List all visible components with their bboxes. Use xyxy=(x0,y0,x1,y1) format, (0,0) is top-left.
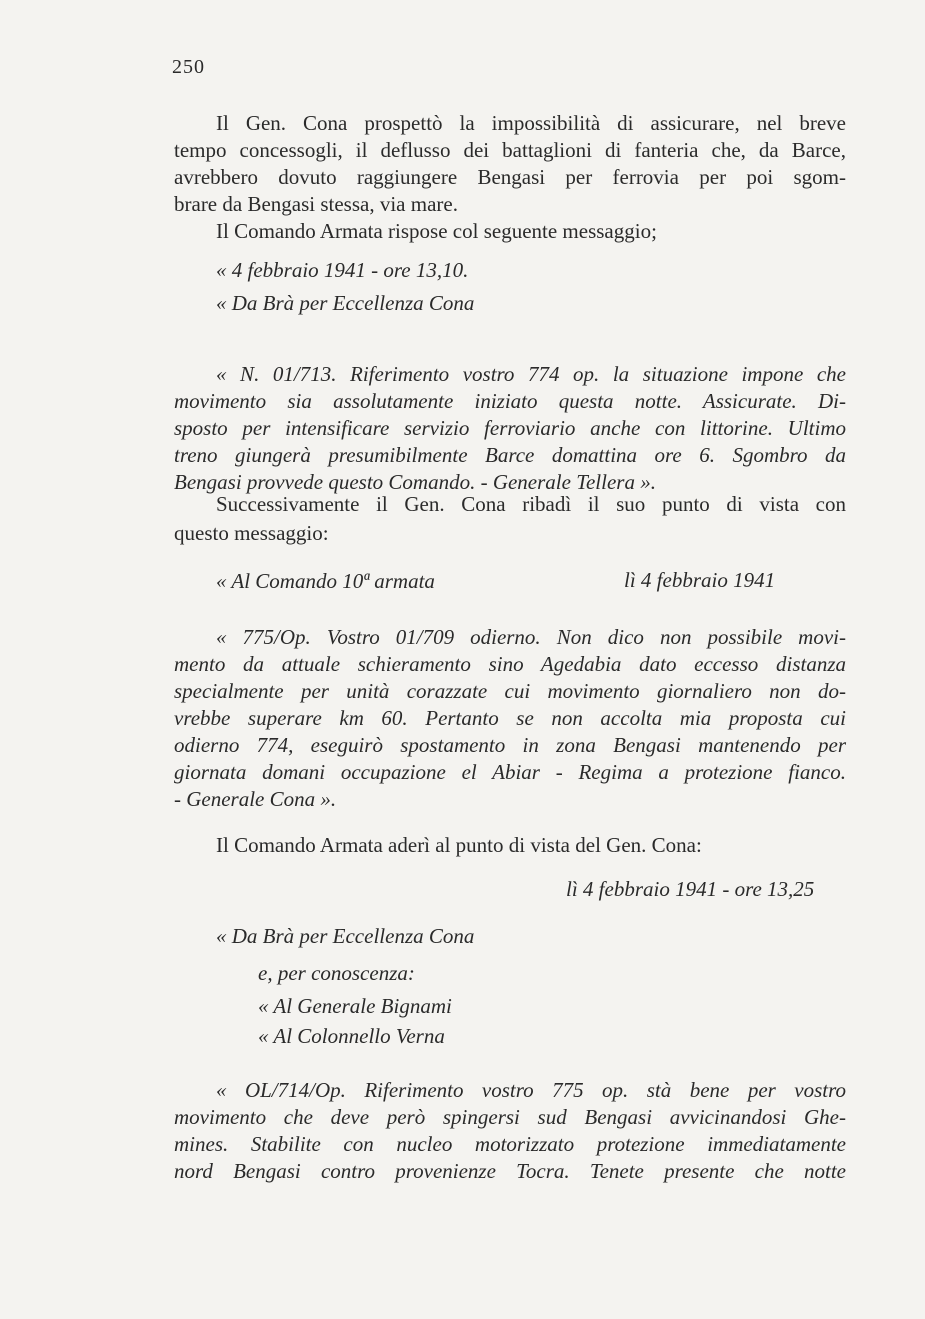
message-recipient: « Da Brà per Eccellenza Cona xyxy=(216,291,475,315)
message-line: Bengasi provvede questo Comando. - Generale Tellera ». xyxy=(174,470,656,494)
paragraph-line: Il Comando Armata aderì al punto di vista del Gen. Cona: xyxy=(216,833,702,857)
message-recipient: « Al Comando 10ª armata xyxy=(216,569,435,593)
paragraph-line: tempo concessogli, il deflusso dei battaglioni di fanteria che, da Barce, xyxy=(174,138,846,162)
paragraph-line: Il Comando Armata rispose col seguente messaggio; xyxy=(216,219,657,243)
message-line: « N. 01/713. Riferimento vostro 774 op. la situazione impone che xyxy=(216,362,846,386)
message-date: lì 4 febbraio 1941 xyxy=(624,568,776,592)
message-recipient: « Al Colonnello Verna xyxy=(258,1024,445,1048)
paragraph-line: brare da Bengasi stessa, via mare. xyxy=(174,192,458,216)
message-date: « 4 febbraio 1941 - ore 13,10. xyxy=(216,258,469,282)
message-recipient: « Da Brà per Eccellenza Cona xyxy=(216,924,475,948)
message-line: mento da attuale schieramento sino Agedabia dato eccesso distanza xyxy=(174,652,846,676)
message-line: treno giungerà presumibilmente Barce domattina ore 6. Sgombro da xyxy=(174,443,846,467)
paragraph-line: Il Gen. Cona prospettò la impossibilità di assicurare, nel breve xyxy=(216,111,846,135)
message-line: specialmente per unità corazzate cui movimento giornaliero non do- xyxy=(174,679,846,703)
paragraph-line: questo messaggio: xyxy=(174,521,329,545)
message-line: sposto per intensificare servizio ferroviario anche con littorine. Ultimo xyxy=(174,416,846,440)
message-line: mines. Stabilite con nucleo motorizzato protezione immediatamente xyxy=(174,1132,846,1156)
paragraph-line: avrebbero dovuto raggiungere Bengasi per ferrovia per poi sgom- xyxy=(174,165,846,189)
message-recipient: « Al Generale Bignami xyxy=(258,994,452,1018)
message-line: - Generale Cona ». xyxy=(174,787,337,811)
message-line: giornata domani occupazione el Abiar - Regima a protezione fianco. xyxy=(174,760,846,784)
message-line: « 775/Op. Vostro 01/709 odierno. Non dico non possibile movi- xyxy=(216,625,846,649)
message-date: lì 4 febbraio 1941 - ore 13,25 xyxy=(566,877,815,901)
message-line: « OL/714/Op. Riferimento vostro 775 op. stà bene per vostro xyxy=(216,1078,846,1102)
message-line: odierno 774, eseguirò spostamento in zona Bengasi mantenendo per xyxy=(174,733,846,757)
paragraph-line: Successivamente il Gen. Cona ribadì il suo punto di vista con xyxy=(216,492,846,516)
message-line: movimento che deve però spingersi sud Bengasi avvicinandosi Ghe- xyxy=(174,1105,846,1129)
message-line: movimento sia assolutamente iniziato questa notte. Assicurate. Di- xyxy=(174,389,846,413)
message-cc-label: e, per conoscenza: xyxy=(258,961,415,985)
message-line: nord Bengasi contro provenienze Tocra. Tenete presente che notte xyxy=(174,1159,846,1183)
message-line: vrebbe superare km 60. Pertanto se non accolta mia proposta cui xyxy=(174,706,846,730)
page-number: 250 xyxy=(172,56,205,78)
